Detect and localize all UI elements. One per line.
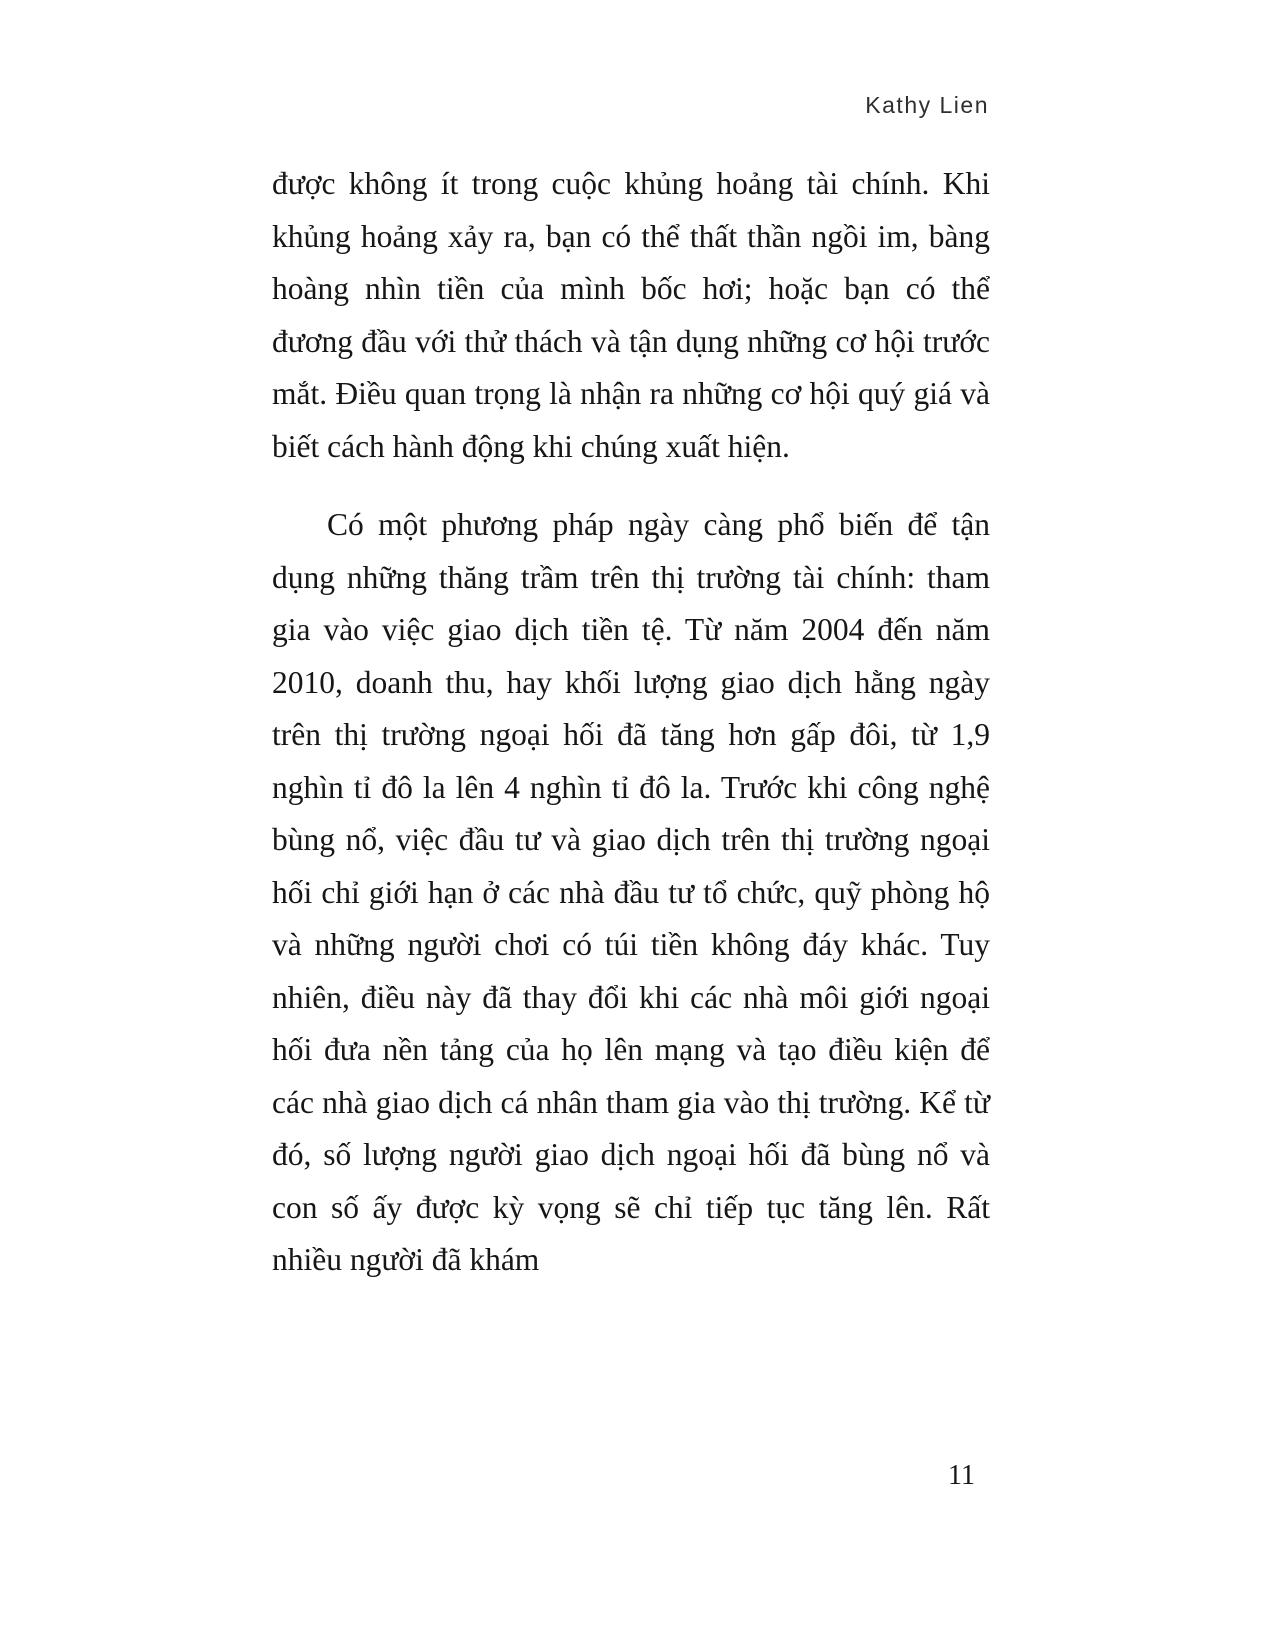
page-body xyxy=(272,158,990,1287)
running-header-author: Kathy Lien xyxy=(865,92,989,118)
page-number: 11 xyxy=(948,1460,975,1491)
body-paragraph: được không ít trong cuộc khủng hoảng tài chính. Khi khủng hoảng xảy ra, bạn có thể thất thần ngồi im, bàng hoàng nhìn tiền của mình bốc hơi; hoặc bạn có thể đương đầu với thử thách và tận dụng những cơ hội trước mắt. Điều quan trọng là nhận ra những cơ hội quý giá và biết cách hành động khi chúng xuất hiện. xyxy=(272,166,990,464)
body-paragraph: Có một phương pháp ngày càng phổ biến để tận dụng những thăng trầm trên thị trường tài chính: tham gia vào việc giao dịch tiền tệ. Từ năm 2004 đến năm 2010, doanh thu, hay khối lượng giao dịch hằng ngày trên thị trường ngoại hối đã tăng hơn gấp đôi, từ 1,9 nghìn tỉ đô la lên 4 nghìn tỉ đô la. Trước khi công nghệ bùng nổ, việc đầu tư và giao dịch trên thị trường ngoại hối chỉ giới hạn ở các nhà đầu tư tổ chức, quỹ phòng hộ và những người chơi có túi tiền không đáy khác. Tuy nhiên, điều này đã thay đổi khi các nhà môi giới ngoại hối đưa nền tảng của họ lên mạng và tạo điều kiện để các nhà giao dịch cá nhân tham gia vào thị trường. Kể từ đó, số lượng người giao dịch ngoại hối đã bùng nổ và con số ấy được kỳ vọng sẽ chỉ tiếp tục tăng lên. Rất nhiều người đã khám xyxy=(272,507,990,1277)
